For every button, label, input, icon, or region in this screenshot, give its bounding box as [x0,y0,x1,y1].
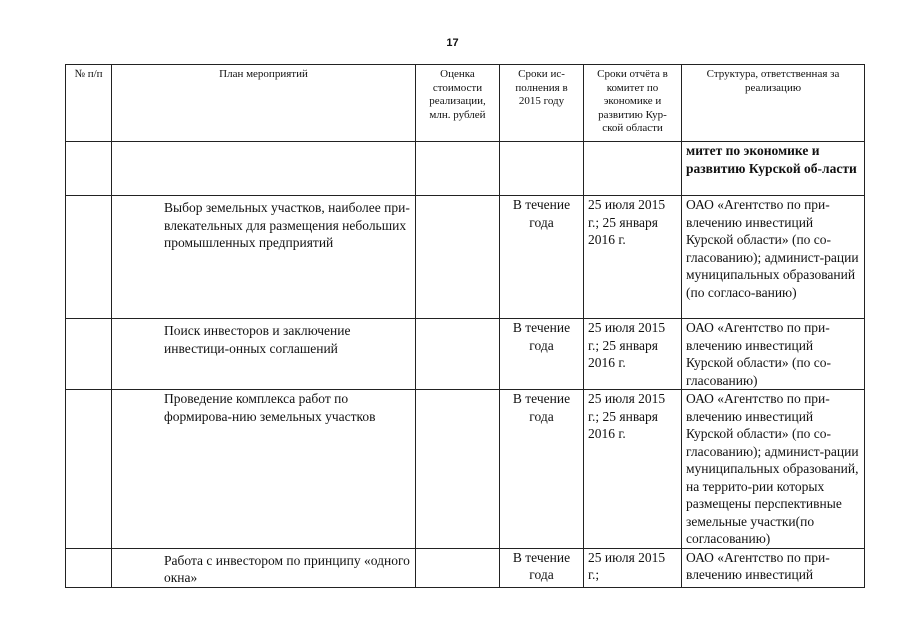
row-cost [416,142,500,196]
row-deadline: В течение года [500,196,584,319]
row-responsible: митет по экономике и развитию Курской об-ласти [682,142,865,196]
table-row [66,196,865,319]
header-report: Сроки отчёта в комитет по экономике и развитию Кур-ской области [584,65,682,142]
row-cost [416,548,500,587]
row-cost [416,196,500,319]
row-deadline: В течение года [500,390,584,549]
row-plan: Проведение комплекса работ по формирова-нию земельных участков [112,390,416,549]
header-cost: Оценка стоимости реализации, млн. рублей [416,65,500,142]
row-deadline: В течение года [500,319,584,390]
page-number: 17 [446,37,459,49]
row-cost [416,319,500,390]
plan-table [65,64,865,588]
row-responsible: ОАО «Агентство по при-влечению инвестиций Курской области» (по со-гласованию); админист-рации муниципальных образований (по согласо-ванию) [682,196,865,319]
table-row [66,548,865,587]
row-deadline: В течение года [500,548,584,587]
row-num [66,548,112,587]
row-report: 25 июля 2015 г.; 25 января 2016 г. [584,319,682,390]
row-report: 25 июля 2015 г.; 25 января 2016 г. [584,196,682,319]
row-report: 25 июля 2015 г.; 25 января 2016 г. [584,390,682,549]
row-num [66,196,112,319]
header-num: № п/п [66,65,112,142]
row-plan: Работа с инвестором по принципу «одного окна» [112,548,416,587]
table-row [66,142,865,196]
row-plan [112,142,416,196]
row-deadline [500,142,584,196]
row-responsible: ОАО «Агентство по при-влечению инвестиций [682,548,865,587]
row-num [66,319,112,390]
row-responsible: ОАО «Агентство по при-влечению инвестиций Курской области» (по со-гласованию); админист-рации муниципальных образований, на террито-рии которых размещены перспективные земельные участки(по согласованию) [682,390,865,549]
row-plan: Поиск инвесторов и заключение инвестици-онных соглашений [112,319,416,390]
header-plan: План мероприятий [112,65,416,142]
header-deadline: Сроки ис-полнения в 2015 году [500,65,584,142]
row-num [66,390,112,549]
table-row [66,319,865,390]
row-responsible: ОАО «Агентство по при-влечению инвестиций Курской области» (по со-гласованию) [682,319,865,390]
row-num [66,142,112,196]
row-cost [416,390,500,549]
row-report [584,142,682,196]
header-row [66,65,865,142]
table-row [66,390,865,549]
header-responsible: Структура, ответственная за реализацию [682,65,865,142]
row-report: 25 июля 2015 г.; [584,548,682,587]
row-plan: Выбор земельных участков, наиболее при-влекательных для размещения небольших промышленных предприятий [112,196,416,319]
